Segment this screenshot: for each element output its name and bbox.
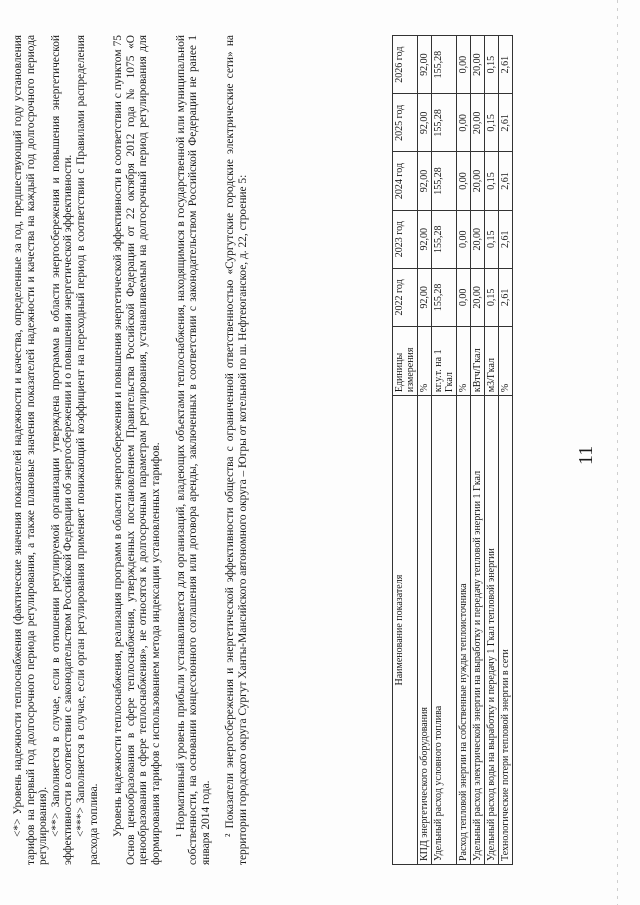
header-name: Наименование показателя [393, 396, 418, 865]
row-name: Удельный расход воды на выработку и передачу 1 Гкал тепловой энергии [485, 396, 499, 865]
cell-value: 20,00 [471, 94, 485, 152]
cell-value: 92,00 [418, 152, 432, 210]
footnote-2: ² Показатели энергосбережения и энергетической эффективности общества с ограниченной ответственностью «Сургутские городские электрические сети» на территории городского округа Сургут Ханты-Мансийского автономного округа – Югры от котельной по ш. Нефтеюганское, д. 22, строение 5: [224, 35, 249, 865]
cell-value: 0,15 [485, 268, 499, 326]
cell-value: 0,15 [485, 152, 499, 210]
row-unit: м3/Гкал [485, 326, 499, 395]
cell-value: 2,61 [499, 152, 513, 210]
cell-value: 155,28 [432, 152, 457, 210]
note-energy-program: <**> Заполняется в случае, если в отношении регулируемой организации утверждена программа в области энергосбережения и повышения энергетической эффективности в соответствии с законодательством Российской Федерации об энергосбережении и о повышении энергетической эффективности. [49, 35, 75, 865]
page-number: 11 [575, 445, 597, 465]
cell-value: 0,15 [485, 36, 499, 94]
main-paragraph: Уровень надежности теплоснабжения, реализация программ в области энергосбережения и повышения энергетической эффективности в соответствии с пунктом 75 Основ ценообразования в сфере теплоснабжения, утвержденных постановлением Правительства Российской Федерации от 22 октября 2012 года № 1075 «О ценообразовании в сфере теплоснабжения», не относятся к долгосрочным параметрам регулирования, устанавливаемым на долгосрочный период регулирования для формирования тарифов с использованием метода индексации установленных тарифов. [112, 35, 162, 865]
notes-block [12, 35, 250, 865]
row-name: Удельный расход электрической энергии на выработку и передачу тепловой энергии 1 Гкал [471, 396, 485, 865]
row-name: Расход тепловой энергии на собственные нужды теплоисточника [457, 396, 471, 865]
header-2024: 2024 год [393, 152, 418, 210]
row-unit: кг.у.т. на 1 Гкал [432, 326, 457, 395]
cell-value: 155,28 [432, 268, 457, 326]
cell-value: 20,00 [471, 210, 485, 268]
cell-value: 2,61 [499, 94, 513, 152]
cell-value: 0,15 [485, 210, 499, 268]
cell-value: 92,00 [418, 36, 432, 94]
row-unit: кВтч/Гкал [471, 326, 485, 395]
cell-value: 0,00 [457, 94, 471, 152]
cell-value: 2,61 [499, 210, 513, 268]
cell-value: 92,00 [418, 94, 432, 152]
row-unit: % [418, 326, 432, 395]
indicators-table [392, 35, 513, 865]
cell-value: 155,28 [432, 210, 457, 268]
table-row [485, 36, 499, 865]
footnote-1: ¹ Нормативный уровень прибыли устанавливается для организаций, владеющих объектами теплоснабжения, находящимися в государственной или муниципальной собственности, на основании концессионного соглашения или договора аренды, заключенных в соответствии с законодательством Российской Федерации не ранее 1 января 2014 года. [174, 35, 212, 865]
cell-value: 155,28 [432, 94, 457, 152]
header-2026: 2026 год [393, 36, 418, 94]
row-unit: % [457, 326, 471, 395]
header-2023: 2023 год [393, 210, 418, 268]
cell-value: 0,15 [485, 94, 499, 152]
note-reduction-coefficient: <***> Заполняется в случае, если орган регулирования применяет понижающий коэффициент на переходный период в соответствии с Правилами распределения расхода топлива. [74, 35, 100, 865]
cell-value: 0,00 [457, 152, 471, 210]
cell-value: 155,28 [432, 36, 457, 94]
table-header-row [393, 36, 418, 865]
cell-value: 2,61 [499, 268, 513, 326]
cell-value: 0,00 [457, 210, 471, 268]
row-name: Технологические потери тепловой энергии в сети [499, 396, 513, 865]
cell-value: 92,00 [418, 268, 432, 326]
header-unit: Единицы измерения [393, 326, 418, 395]
table-row [457, 36, 471, 865]
cell-value: 0,00 [457, 268, 471, 326]
cell-value: 20,00 [471, 36, 485, 94]
header-2025: 2025 год [393, 94, 418, 152]
table-row [471, 36, 485, 865]
cell-value: 2,61 [499, 36, 513, 94]
row-name: КПД энергетического оборудования [418, 396, 432, 865]
cell-value: 0,00 [457, 36, 471, 94]
table-row [499, 36, 513, 865]
header-2022: 2022 год [393, 268, 418, 326]
table-row [432, 36, 457, 865]
cell-value: 20,00 [471, 152, 485, 210]
row-name: Удельный расход условного топлива [432, 396, 457, 865]
cell-value: 92,00 [418, 210, 432, 268]
cell-value: 20,00 [471, 268, 485, 326]
table-row [418, 36, 432, 865]
row-unit: % [499, 326, 513, 395]
note-reliability: <*> Уровень надежности теплоснабжения (фактические значения показателей надежности и качества, определенные за год, предшествующий году установления тарифов на первый год долгосрочного периода регулирования, а также плановые значения показателей надежности и качества на каждый год долгосрочного периода регулирования). [12, 35, 50, 865]
